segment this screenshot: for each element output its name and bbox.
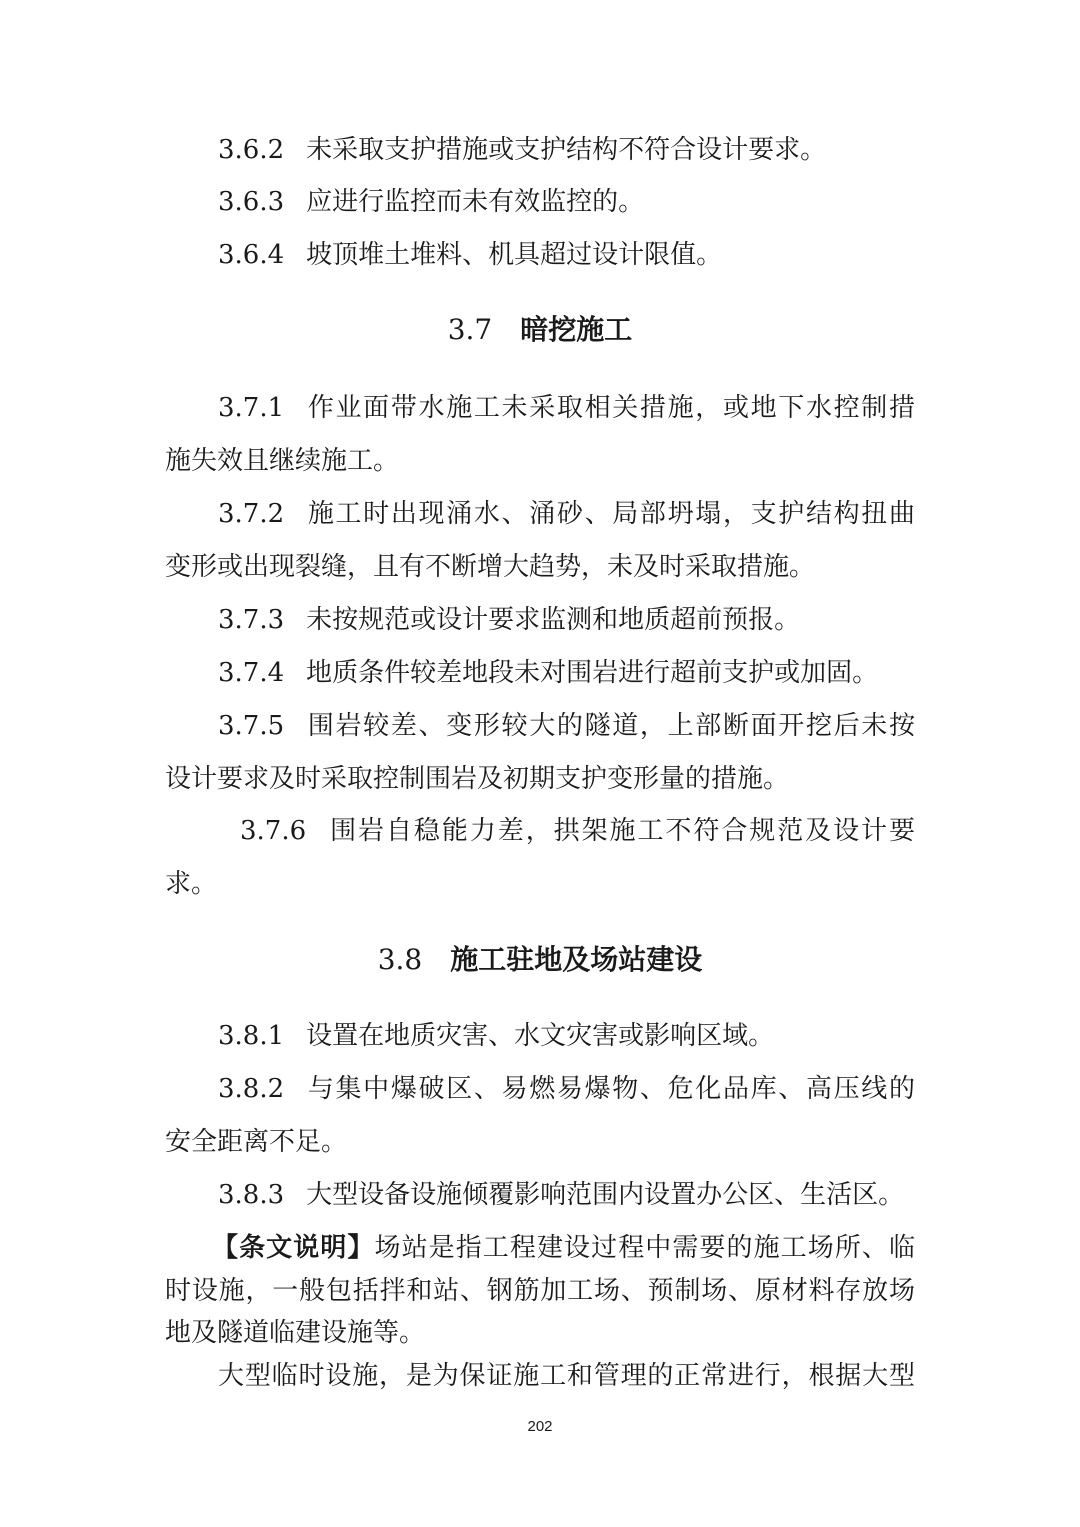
clause-text: 作业面带水施工未采取相关措施，或地下水控制措 (306, 393, 915, 423)
section-heading-3-8 (0, 942, 1080, 978)
clause-3-8-2 (218, 1072, 915, 1106)
clause-explanation (212, 1231, 915, 1265)
section-title: 暗挖施工 (520, 313, 633, 346)
clause-number: 3.7.6 (240, 816, 307, 846)
clause-3-7-3 (218, 603, 800, 637)
section-title: 施工驻地及场站建设 (450, 943, 703, 976)
page-number: 202 (527, 1418, 553, 1435)
clause-3-7-1 (218, 391, 915, 425)
clause-number: 3.6.4 (218, 240, 285, 270)
clause-3-7-5 (218, 709, 915, 743)
clause-number: 3.7.4 (218, 658, 285, 688)
clause-3-7-6 (240, 814, 915, 848)
clause-3-8-1 (218, 1019, 774, 1053)
clause-number: 3.7.5 (218, 711, 285, 741)
clause-3-6-4 (218, 238, 722, 272)
clause-3-7-4 (218, 656, 878, 690)
paragraph-large-temp-facilities: 大型临时设施，是为保证施工和管理的正常进行，根据大型 (218, 1361, 915, 1391)
clause-text: 应进行监控而未有效监控的。 (306, 187, 645, 217)
clause-number: 3.7.1 (218, 393, 285, 423)
clause-number: 3.6.3 (218, 187, 285, 217)
clause-3-8-2-cont: 安全距离不足。 (165, 1127, 348, 1157)
clause-text: 未采取支护措施或支护结构不符合设计要求。 (306, 135, 827, 165)
clause-number: 3.7.2 (218, 499, 285, 529)
clause-3-6-3 (218, 185, 644, 219)
clause-text: 施工时出现涌水、涌砂、局部坍塌，支护结构扭曲 (306, 499, 915, 529)
explanation-label: 【条文说明】 (212, 1233, 375, 1263)
clause-3-7-6-cont: 求。 (165, 869, 218, 899)
clause-3-7-1-cont: 施失效且继续施工。 (165, 446, 400, 476)
clause-3-7-2-cont: 变形或出现裂缝，且有不断增大趋势，未及时采取措施。 (165, 552, 816, 582)
clause-text: 地质条件较差地段未对围岩进行超前支护或加固。 (306, 658, 879, 688)
section-number: 3.8 (377, 943, 423, 976)
clause-text: 大型设备设施倾覆影响范围内设置办公区、生活区。 (306, 1180, 905, 1210)
clause-number: 3.8.1 (218, 1021, 285, 1051)
clause-text: 坡顶堆土堆料、机具超过设计限值。 (306, 240, 723, 270)
explanation-line-3: 地及隧道临建设施等。 (165, 1318, 426, 1348)
section-number: 3.7 (447, 313, 493, 346)
clause-number: 3.8.3 (218, 1180, 285, 1210)
clause-3-7-5-cont: 设计要求及时采取控制围岩及初期支护变形量的措施。 (165, 764, 790, 794)
section-heading-3-7 (0, 312, 1080, 348)
clause-3-8-3 (218, 1178, 904, 1212)
explanation-line-2: 时设施，一般包括拌和站、钢筋加工场、预制场、原材料存放场 (165, 1276, 915, 1306)
clause-text: 围岩较差、变形较大的隧道，上部断面开挖后未按 (306, 711, 915, 741)
explanation-text: 场站是指工程建设过程中需要的施工场所、临 (374, 1233, 915, 1263)
clause-number: 3.6.2 (218, 135, 285, 165)
clause-text: 未按规范或设计要求监测和地质超前预报。 (306, 605, 801, 635)
clause-3-7-2 (218, 497, 915, 531)
clause-number: 3.8.2 (218, 1074, 285, 1104)
clause-text: 围岩自稳能力差，拱架施工不符合规范及设计要 (328, 816, 915, 846)
clause-text: 设置在地质灾害、水文灾害或影响区域。 (306, 1021, 775, 1051)
clause-number: 3.7.3 (218, 605, 285, 635)
clause-text: 与集中爆破区、易燃易爆物、危化品库、高压线的 (306, 1074, 915, 1104)
clause-3-6-2 (218, 133, 826, 167)
